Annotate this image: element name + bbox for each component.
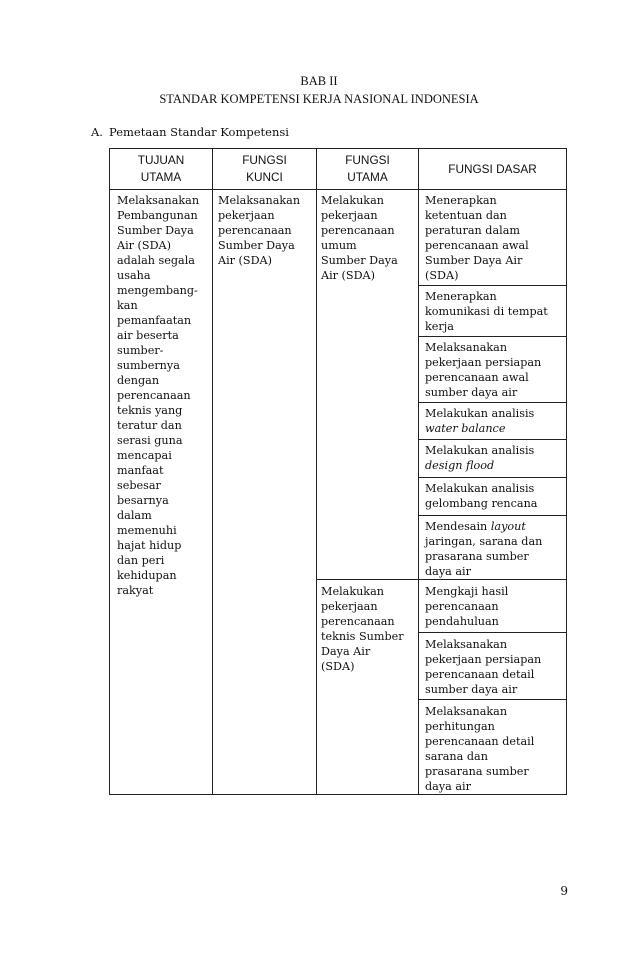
cell-line: umum	[321, 239, 357, 252]
fungsi-dasar-cell	[425, 406, 565, 436]
cell-line: perencanaan awal	[425, 239, 529, 252]
cell-line: Sumber Daya	[321, 254, 398, 267]
cell-line: Sumber Daya	[218, 239, 295, 252]
cell-line: Air (SDA)	[321, 269, 376, 282]
fungsi-utama-cell	[321, 193, 417, 283]
cell-line: Melaksanakan	[425, 638, 508, 651]
cell-line: (SDA)	[321, 660, 355, 673]
cell-line: Melakukan analisis	[425, 407, 535, 420]
cell-line: Mengkaji hasil	[425, 585, 509, 598]
tujuan-utama-cell	[117, 193, 212, 598]
cell-line: teratur dan	[117, 419, 182, 432]
row-divider	[418, 285, 566, 286]
cell-line: (SDA)	[425, 269, 459, 282]
cell-line: Melaksanakan	[425, 705, 508, 718]
header-line: KUNCI	[246, 170, 283, 184]
cell-line: teknis yang	[117, 404, 183, 417]
header-tujuan-utama	[110, 149, 212, 189]
cell-line: prasarana sumber	[425, 550, 529, 563]
column-divider	[316, 149, 317, 794]
cell-line: perhitungan	[425, 720, 495, 733]
cell-line: peraturan dalam	[425, 224, 520, 237]
fungsi-dasar-cell	[425, 637, 565, 697]
cell-line: pemanfaatan	[117, 314, 192, 327]
header-line: FUNGSI	[242, 153, 287, 167]
row-divider	[418, 477, 566, 478]
cell-line: Menerapkan	[425, 194, 497, 207]
cell-line: perencanaan	[218, 224, 292, 237]
cell-line: dengan	[117, 374, 160, 387]
row-divider	[418, 632, 566, 633]
cell-line: Mendesain layout	[425, 520, 526, 533]
section-letter: A.	[91, 125, 103, 139]
cell-line: Melakukan	[321, 585, 384, 598]
cell-line: kan	[117, 299, 138, 312]
cell-line: Melaksanakan	[218, 194, 301, 207]
cell-line: design flood	[425, 459, 495, 472]
row-divider	[418, 402, 566, 403]
fungsi-dasar-cell	[425, 289, 565, 334]
fungsi-dasar-cell	[425, 704, 565, 794]
cell-line: Melaksanakan	[117, 194, 200, 207]
header-line: FUNGSI	[345, 153, 390, 167]
fungsi-kunci-cell	[218, 193, 316, 268]
cell-line: Melakukan analisis	[425, 444, 535, 457]
fungsi-dasar-cell	[425, 481, 565, 511]
header-line: UTAMA	[140, 170, 182, 184]
row-divider	[418, 336, 566, 337]
row-divider	[316, 579, 418, 580]
cell-line: sebesar	[117, 479, 161, 492]
chapter-title: STANDAR KOMPETENSI KERJA NASIONAL INDONESIA	[159, 92, 479, 106]
cell-line: usaha	[117, 269, 151, 282]
header-fungsi-kunci	[213, 149, 316, 189]
cell-line: pekerjaan	[321, 209, 378, 222]
row-divider	[418, 579, 566, 580]
cell-line: daya air	[425, 780, 471, 793]
cell-line: Air (SDA)	[117, 239, 172, 252]
cell-line: daya air	[425, 565, 471, 578]
header-line: TUJUAN	[137, 153, 185, 167]
section-title: Pemetaan Standar Kompetensi	[109, 125, 289, 139]
cell-line: Melakukan analisis	[425, 482, 535, 495]
cell-line: Melaksanakan	[425, 341, 508, 354]
cell-line: Melakukan	[321, 194, 384, 207]
cell-line: Daya Air	[321, 645, 371, 658]
cell-line: perencanaan detail	[425, 735, 535, 748]
cell-line: pekerjaan	[321, 600, 378, 613]
cell-line: pekerjaan	[218, 209, 275, 222]
cell-line: manfaat	[117, 464, 164, 477]
cell-line: perencanaan	[321, 224, 395, 237]
cell-line: rakyat	[117, 584, 154, 597]
column-divider	[418, 149, 419, 794]
column-divider	[212, 149, 213, 794]
cell-line: sumbernya	[117, 359, 180, 372]
cell-line: perencanaan	[117, 389, 191, 402]
cell-line: air beserta	[117, 329, 179, 342]
row-divider	[418, 439, 566, 440]
row-divider	[418, 699, 566, 700]
cell-line: gelombang rencana	[425, 497, 538, 510]
cell-line: perencanaan	[321, 615, 395, 628]
cell-line: mencapai	[117, 449, 172, 462]
cell-line: serasi guna	[117, 434, 183, 447]
cell-line: ketentuan dan	[425, 209, 507, 222]
cell-line: sumber-	[117, 344, 164, 357]
fungsi-dasar-cell	[425, 193, 565, 283]
cell-line: perencanaan	[425, 600, 499, 613]
cell-line: Menerapkan	[425, 290, 497, 303]
header-divider	[110, 189, 566, 190]
cell-line: Air (SDA)	[218, 254, 273, 267]
fungsi-utama-cell	[321, 584, 417, 674]
cell-line: sumber daya air	[425, 683, 518, 696]
cell-line: prasarana sumber	[425, 765, 529, 778]
chapter-label: BAB II	[300, 74, 338, 88]
header-fungsi-utama	[317, 149, 418, 189]
cell-line: perencanaan detail	[425, 668, 535, 681]
section-heading	[91, 124, 289, 140]
fungsi-dasar-cell	[425, 519, 565, 579]
fungsi-dasar-cell	[425, 584, 565, 629]
cell-line: pekerjaan persiapan	[425, 653, 542, 666]
fungsi-dasar-cell	[425, 443, 565, 473]
header-line: UTAMA	[347, 170, 388, 184]
cell-line: jaringan, sarana dan	[425, 535, 543, 548]
cell-line: mengembang-	[117, 284, 198, 297]
cell-line: perencanaan awal	[425, 371, 529, 384]
cell-line: hajat hidup	[117, 539, 182, 552]
cell-line: kehidupan	[117, 569, 177, 582]
cell-line: water balance	[425, 422, 506, 435]
row-divider	[418, 515, 566, 516]
cell-line: kerja	[425, 320, 454, 333]
cell-line: dan peri	[117, 554, 165, 567]
competency-map-table	[109, 148, 567, 795]
cell-line: Sumber Daya	[117, 224, 194, 237]
cell-line: adalah segala	[117, 254, 195, 267]
cell-line: sumber daya air	[425, 386, 518, 399]
fungsi-dasar-cell	[425, 340, 565, 400]
italic-term: layout	[490, 520, 526, 533]
cell-line: dalam	[117, 509, 152, 522]
cell-line: sarana dan	[425, 750, 488, 763]
cell-line: Pembangunan	[117, 209, 198, 222]
cell-line: teknis Sumber	[321, 630, 404, 643]
cell-line: Sumber Daya Air	[425, 254, 523, 267]
header-fungsi-dasar: FUNGSI DASAR	[448, 161, 537, 176]
cell-line: memenuhi	[117, 524, 177, 537]
cell-line: pekerjaan persiapan	[425, 356, 542, 369]
cell-line: pendahuluan	[425, 615, 499, 628]
page-number: 9	[560, 884, 568, 898]
cell-line: komunikasi di tempat	[425, 305, 548, 318]
cell-line: besarnya	[117, 494, 169, 507]
